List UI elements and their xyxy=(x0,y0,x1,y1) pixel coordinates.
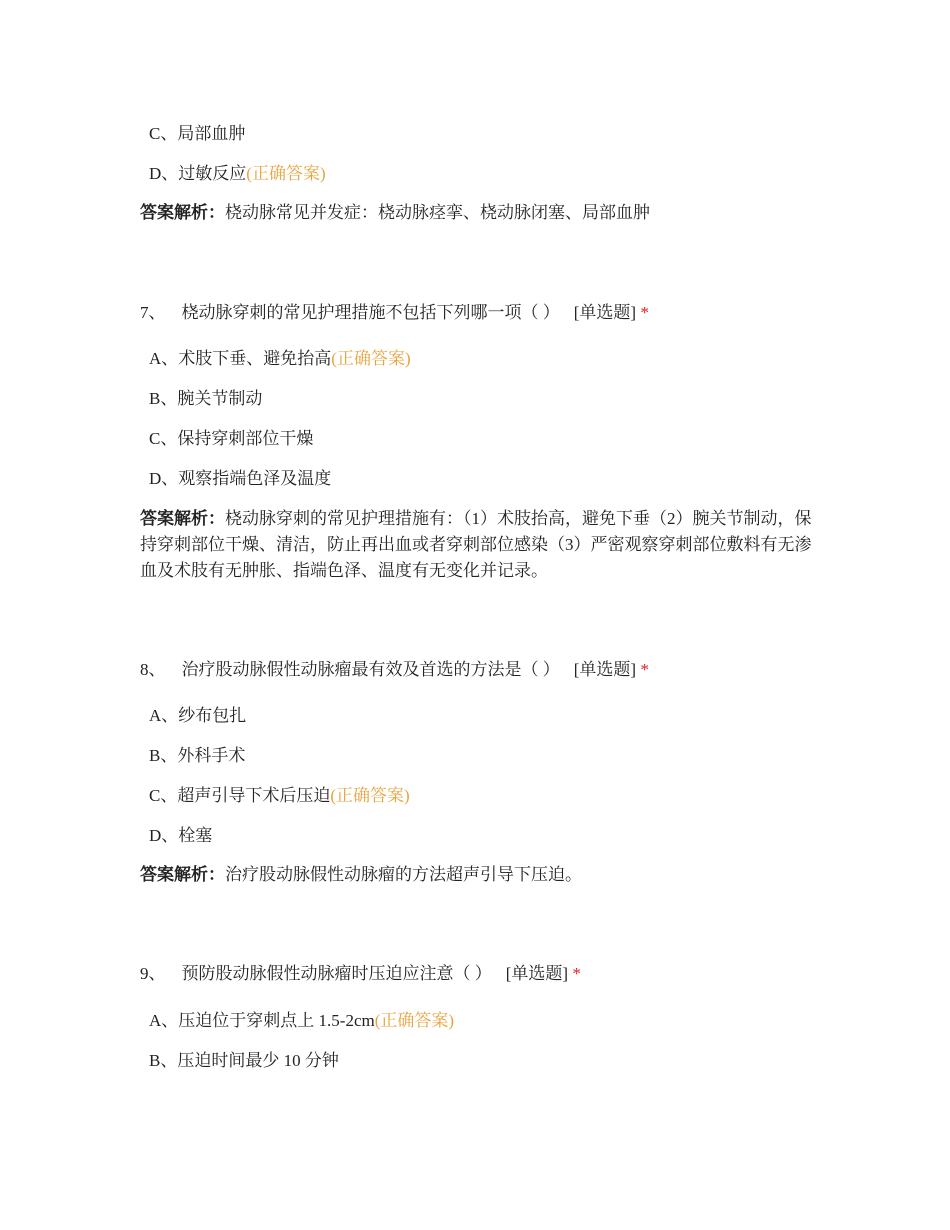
q6-option-c xyxy=(149,123,245,145)
explanation-label: 答案解析： xyxy=(140,865,225,884)
q9-title xyxy=(140,963,581,985)
correct-answer-mark: (正确答案) xyxy=(374,1011,455,1030)
explanation-label: 答案解析： xyxy=(140,509,225,528)
explanation-text: 桡动脉穿刺的常见护理措施有：（1）术肢抬高，避免下垂（2）腕关节制动，保持穿刺部位干燥、清洁，防止再出血或者穿刺部位感染（3）严密观察穿刺部位敷料有无渗血及术肢有无肿胀、指端色泽、温度有无变化并记录。 xyxy=(140,509,812,580)
question-stem: 桡动脉穿刺的常见护理措施不包括下列哪一项（ ） xyxy=(181,303,560,322)
question-number: 7、 xyxy=(140,303,166,322)
correct-answer-mark: (正确答案) xyxy=(246,164,326,183)
question-type: [单选题] xyxy=(505,964,569,983)
required-mark: * xyxy=(640,660,649,679)
option-text: B、腕关节制动 xyxy=(149,389,263,408)
q7-option-c xyxy=(149,428,313,450)
correct-answer-mark: (正确答案) xyxy=(330,786,410,805)
explanation-text: 桡动脉常见并发症：桡动脉痉挛、桡动脉闭塞、局部血肿 xyxy=(225,203,650,222)
q7-explanation xyxy=(140,506,820,584)
question-number: 9、 xyxy=(140,964,166,983)
option-text: A、纱布包扎 xyxy=(149,706,247,725)
required-mark: * xyxy=(572,964,581,983)
q8-explanation xyxy=(140,862,820,888)
q9-option-a xyxy=(149,1010,454,1032)
option-text: A、术肢下垂、避免抬高 xyxy=(149,349,332,368)
q8-option-b xyxy=(149,745,245,767)
q8-option-d xyxy=(149,825,212,847)
q8-option-c xyxy=(149,785,410,807)
explanation-text: 治疗股动脉假性动脉瘤的方法超声引导下压迫。 xyxy=(225,865,582,884)
q7-option-a xyxy=(149,348,411,370)
correct-answer-mark: (正确答案) xyxy=(331,349,411,368)
option-text: C、保持穿刺部位干燥 xyxy=(149,429,314,448)
question-type: [单选题] xyxy=(573,303,637,322)
q7-title xyxy=(140,302,649,324)
q9-option-b xyxy=(149,1050,339,1072)
option-text: C、局部血肿 xyxy=(149,124,246,143)
q6-option-d xyxy=(149,163,326,185)
question-stem: 治疗股动脉假性动脉瘤最有效及首选的方法是（ ） xyxy=(181,660,560,679)
question-number: 8、 xyxy=(140,660,166,679)
option-text: A、压迫位于穿刺点上 1.5-2cm xyxy=(149,1011,375,1030)
explanation-label: 答案解析： xyxy=(140,203,225,222)
q8-option-a xyxy=(149,705,246,727)
q7-option-d xyxy=(149,468,331,490)
question-type: [单选题] xyxy=(573,660,637,679)
option-text: D、过敏反应 xyxy=(149,164,247,183)
required-mark: * xyxy=(640,303,649,322)
q7-option-b xyxy=(149,388,262,410)
option-text: D、栓塞 xyxy=(149,826,213,845)
option-text: B、压迫时间最少 10 分钟 xyxy=(149,1051,339,1070)
option-text: B、外科手术 xyxy=(149,746,246,765)
q6-explanation xyxy=(140,200,820,226)
question-stem: 预防股动脉假性动脉瘤时压迫应注意（ ） xyxy=(181,964,492,983)
option-text: C、超声引导下术后压迫 xyxy=(149,786,331,805)
option-text: D、观察指端色泽及温度 xyxy=(149,469,332,488)
q8-title xyxy=(140,659,649,681)
